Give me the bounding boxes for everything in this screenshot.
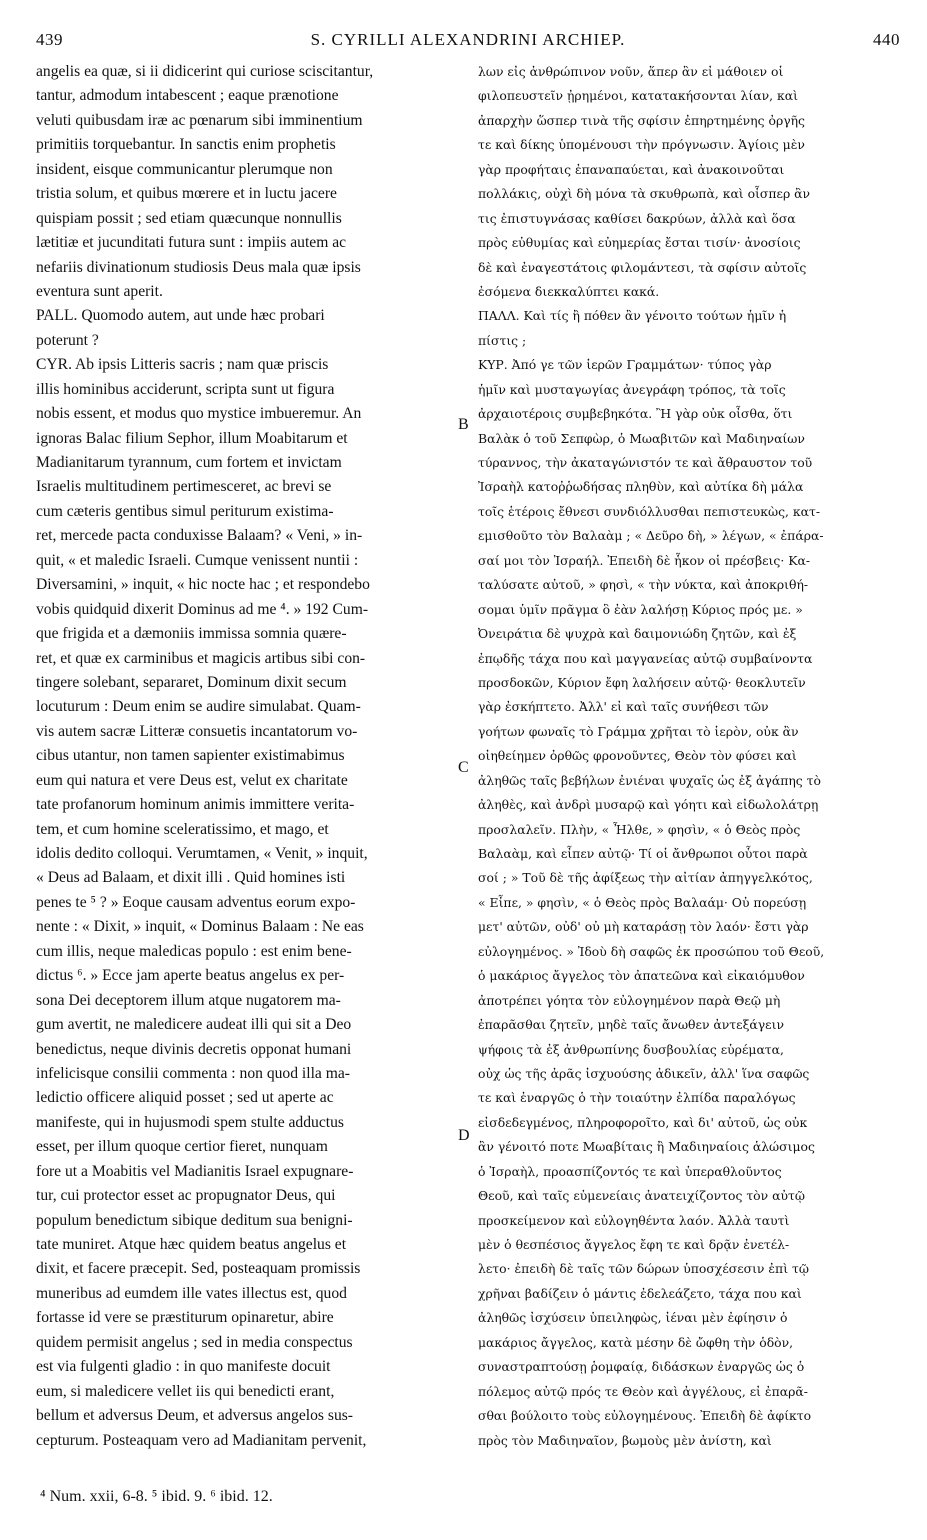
text-line: cepturum. Posteaquam vero ad Madianitam pervenit, [36, 1431, 367, 1449]
text-line: πίστις ; [478, 332, 527, 348]
text-line: « Deus ad Balaam, et dixit illi . Quid homines isti [36, 869, 346, 887]
text-line: penes te ⁵ ? » Eoque causam adventus eorum expo- [36, 893, 356, 911]
text-line: populum benedictum sibique deditum sua benigni- [36, 1211, 353, 1229]
text-line: ἂν γένοιτό ποτε Μωαβίταις ἢ Μαδιηναίοις ἁλώσιμος [478, 1139, 815, 1155]
text-line: Βαλὰκ ὁ τοῦ Σεπφὼρ, ὁ Μωαβιτῶν καὶ Μαδιηναίων [478, 430, 805, 446]
running-title: S. CYRILLI ALEXANDRINI ARCHIEP. [310, 30, 626, 49]
text-line: εἰσδεδεγμένος, πληροφοροῖτο, καὶ δι' αὐτοῦ, ὡς οὐκ [478, 1114, 808, 1130]
text-line: φιλοπευστεῖν ᾐρημένοι, κατατακήσονται λίαν, καὶ [478, 88, 798, 104]
text-line: muneribus ad eumdem ille vates illectus est, quod [36, 1284, 347, 1302]
text-line: nefariis divinationum studiosis Deus mala quæ ipsis [36, 258, 361, 276]
text-line: insident, eisque communicantur plerumque non [36, 160, 333, 178]
text-line: PALL. Quomodo autem, aut unde hæc probari [36, 307, 325, 325]
text-line: dixit, et facere præcepit. Sed, posteaquam promissis [36, 1260, 361, 1278]
text-line: ἀποτρέπει γόητα τὸν εὐλογημένον παρὰ Θεῷ μὴ [478, 992, 781, 1008]
text-line: εμισθοῦτο τὸν Βαλαὰμ ; « Δεῦρο δὴ, » λέγων, « ἐπάρα- [478, 528, 824, 544]
text-line: sona Dei deceptorem illum atque nugatorem ma- [36, 991, 341, 1009]
text-line: ἐπῳδῆς τάχα που καὶ μαγγανείας αὐτῷ συμβαίνοντα [478, 650, 813, 666]
text-line: Ἰσραὴλ κατοῤῥωδήσας πληθὺν, καὶ αὐτίκα δὴ μάλα [478, 479, 804, 495]
page-number-right: 440 [873, 30, 900, 49]
text-line: dictus ⁶. » Ecce jam aperte beatus angelus ex per- [36, 967, 345, 985]
text-line: τε καὶ ἐναργῶς ὁ τὴν τοιαύτην ἐλπίδα παραλόγως [478, 1090, 796, 1106]
text-line: λων εἰς ἀνθρώπινον νοῦν, ἅπερ ἂν εἰ μάθοιεν οἱ [478, 64, 784, 79]
page-header [36, 30, 900, 60]
text-line: nobis essent, et modus quo mystice imbueremur. An [36, 405, 362, 423]
text-line: tristia solum, et quibus mœrere et in luctu jacere [36, 185, 337, 203]
text-line: σομαι ὑμῖν πρᾶγμα ὃ ἐὰν λαλήσῃ Κύριος πρός με. » [478, 601, 803, 617]
text-line: τοῖς ἑτέροις ἔθνεσι συνδιόλλυσθαι πεπιστευκὼς, κατ- [478, 503, 821, 519]
text-line: eventura sunt aperit. [36, 282, 163, 300]
text-line: CYR. Ab ipsis Litteris sacris ; nam quæ priscis [36, 356, 329, 374]
text-line: ἐπαρᾶσθαι ζητεῖν, μηδὲ ταῖς ἄνωθεν ἀντεξάγειν [478, 1017, 784, 1033]
text-line: Madianitarum tyrannum, cum fortem et invictam [36, 454, 342, 471]
text-line: Βαλαὰμ, καὶ εἶπεν αὐτῷ· Τί οἱ ἄνθρωποι οὗτοι παρὰ [478, 846, 808, 861]
text-line: illis hominibus acciderunt, scripta sunt ut figura [36, 380, 335, 398]
text-line: ταλύσατε αὐτοῦ, » φησὶ, « τὴν νύκτα, καὶ ἀποκριθή- [478, 577, 809, 593]
text-line: χρῆναι βαδίζειν ὁ μάντις ἐδελεάζετο, τάχα που καὶ [478, 1285, 802, 1301]
text-line: πόλεμος αὐτῷ πρός τε Θεὸν καὶ ἀγγέλους, εἰ ἐπαρᾶ- [478, 1383, 808, 1399]
text-line: ignoras Balac filium Sephor, illum Moabitarum et [36, 429, 348, 447]
text-line: δὲ καὶ ἐναγεστάτοις φιλομάντεσι, τὰ σφίσιν αὐτοῖς [478, 259, 807, 275]
text-line: tantur, admodum intabescent ; eaque prænotione [36, 87, 339, 105]
text-line: Israelis multitudinem pertimesceret, ac brevi se [36, 478, 332, 496]
text-line: eum qui natura et vere Deus est, velut ex charitate [36, 771, 348, 789]
text-line: προσκείμενον καὶ εὐλογηθέντα λαόν. Ἀλλὰ ταυτὶ [478, 1212, 790, 1228]
text-line: ret, mercede pacta conduxisse Balaam? « Veni, » in- [36, 527, 363, 545]
text-line: τε καὶ δίκης ὑπομένουσι τὴν πρόγνωσιν. Ἁγίοις μὲν [478, 137, 805, 153]
text-line: quispiam possit ; sed etiam quæcunque nonnullis [36, 209, 342, 227]
text-line: angelis ea quæ, si ii didicerint qui curiose sciscitantur, [36, 63, 374, 80]
text-line: tingere solebant, separaret, Dominum dixit secum [36, 673, 347, 691]
text-line: quidem permisit angelus ; sed in media conspectus [36, 1333, 353, 1351]
text-line: nente : « Dixit, » inquit, « Dominus Balaam : Ne eas [36, 918, 364, 936]
text-line: ἀρχαιοτέροις συμβεβηκότα. Ἢ γὰρ οὐκ οἶσθα, ὅτι [478, 406, 793, 422]
text-line: εὐλογημένος. » Ἰδοὺ δὴ σαφῶς ἐκ προσώπου τοῦ Θεοῦ, [478, 943, 825, 959]
text-line: ret, et quæ ex carminibus et magicis artibus sibi con- [36, 649, 366, 667]
text-line: ὁ μακάριος ἄγγελος τὸν ἀπατεῶνα καὶ εἰκαιόμυθον [478, 968, 805, 984]
text-line: προσλαλεῖν. Πλὴν, « Ἦλθε, » φησὶν, « ὁ Θεὸς πρὸς [478, 821, 801, 837]
text-line: ἐσόμενα διεκκαλύπτει κακά. [478, 283, 660, 299]
text-line: πολλάκις, οὐχὶ δὴ μόνα τὰ σκυθρωπὰ, καὶ οἷσπερ ἂν [478, 186, 811, 202]
text-line: πρὸς τὸν Μαδιηναῖον, βωμοὺς μὲν ἀνίστη, καὶ [478, 1432, 772, 1448]
text-line: οὐχ ὡς τῆς ἀρᾶς ἰσχυούσης ἀδικεῖν, ἀλλ' ἵνα σαφῶς [478, 1065, 810, 1081]
text-line: ΚΥΡ. Ἀπό γε τῶν ἱερῶν Γραμμάτων· τύπος γὰρ [478, 357, 772, 373]
text-line: manifeste, qui in hujusmodi spem stulte adductus [36, 1113, 344, 1131]
text-line: lætitiæ et jucunditati futura sunt : impiis autem ac [36, 234, 347, 252]
text-line: vobis quidquid dixerit Dominus ad me ⁴. » 192 Cum- [36, 600, 369, 618]
text-line: gum avertit, ne maledicere audeat illi qui sit a Deo [36, 1016, 352, 1034]
text-line: tem, et cum homine sceleratissimo, et mago, et [36, 820, 329, 838]
text-line: οἰηθείημεν ὀρθῶς φρονοῦντες, Θεὸν τὸν φύσει καὶ [478, 748, 797, 764]
text-line: locuturum : Deum enim se audire simulabat. Quam- [36, 698, 361, 716]
footnotes: ⁴ Num. xxii, 6-8. ⁵ ibid. 9. ⁶ ibid. 12. [40, 1488, 273, 1505]
margin-letter-c: C [458, 759, 469, 776]
text-line: ἀληθῶς ἰσχύσειν ὑπειληφὼς, ἰέναι μὲν ἐφίησιν ὁ [478, 1310, 788, 1326]
text-line: que frigida et a dæmoniis immissa somnia quære- [36, 625, 347, 643]
text-line: ἡμῖν καὶ μυσταγωγίας ἀνεγράφη τρόπος, τὰ τοῖς [478, 381, 786, 397]
text-line: tate profanorum hominum animis immittere verita- [36, 796, 355, 814]
text-line: Θεοῦ, καὶ ταῖς εὐμενείαις ἀνατειχίζοντος τὸν αὐτῷ [478, 1188, 805, 1204]
text-line: Ὀνειράτια δὲ ψυχρὰ καὶ δαιμονιώδη ζητῶν, καὶ ἐξ [478, 626, 797, 642]
text-line: benedictus, neque divinis decretis opponat humani [36, 1040, 352, 1058]
latin-column [36, 60, 454, 1460]
text-line: ΠΑΛΛ. Καὶ τίς ἢ πόθεν ἂν γένοιτο τούτων ἡμῖν ἡ [478, 308, 787, 324]
text-line: « Εἶπε, » φησὶν, « ὁ Θεὸς πρὸς Βαλαάμ· Οὐ πορεύσῃ [478, 894, 807, 910]
text-line: cum illis, neque maledicas populo : est enim bene- [36, 942, 352, 960]
text-line: eum, si maledicere vellet iis qui benedicti erant, [36, 1382, 335, 1400]
text-line: fortasse id vere se præstiturum opinaretur, abire [36, 1309, 334, 1327]
margin-letter-b: B [458, 416, 469, 433]
greek-column [478, 60, 894, 1460]
text-line: τύραννος, τὴν ἀκαταγώνιστόν τε καὶ ἄθραυστον τοῦ [478, 455, 813, 470]
text-line: tate muniret. Atque hæc quidem beatus angelus et [36, 1236, 347, 1253]
text-line: ἀληθὲς, καὶ ἀνδρὶ μυσαρῷ καὶ γόητι καὶ εἰδωλολάτρῃ [478, 797, 819, 813]
text-line: ὁ Ἰσραὴλ, προασπίζοντός τε καὶ ὑπεραθλοῦντος [478, 1163, 782, 1179]
text-line: ἀπαρχὴν ὥσπερ τινὰ τῆς σφίσιν ἐπηρτημένης ὀργῆς [478, 112, 805, 128]
text-line: tur, cui protector esset ac propugnator Deus, qui [36, 1187, 336, 1205]
text-line: Diversamini, » inquit, « hic nocte hac ; et respondebo [36, 576, 370, 594]
text-line: cum cæteris gentibus simul periturum existima- [36, 502, 334, 520]
text-line: primitiis torquebantur. In sanctis enim prophetis [36, 136, 336, 154]
text-line: μετ' αὐτῶν, οὐδ' οὐ μὴ καταράσῃ τὸν λαόν· ἔστι γὰρ [478, 919, 809, 935]
text-line: veluti quibusdam iræ ac pœnarum sibi imminentium [36, 111, 363, 129]
text-line: γὰρ ἐσκήπτετο. Ἀλλ' εἰ καὶ ταῖς συνήθεσι τῶν [478, 699, 769, 715]
text-line: μακάριος ἄγγελος, κατὰ μέσην δὲ ὤφθη τὴν ὁδὸν, [478, 1334, 794, 1350]
text-line: poterunt ? [36, 331, 99, 349]
page-number-left: 439 [36, 30, 63, 49]
text-line: bellum et adversus Deum, et adversus angelos sus- [36, 1407, 353, 1425]
text-line: fore ut a Moabitis vel Madianitis Israel expugnare- [36, 1162, 354, 1180]
text-line: σθαι βούλοιτο τοὺς εὐλογημένους. Ἐπειδὴ δὲ ἀφίκτο [478, 1408, 812, 1424]
text-line: cibus utantur, non tamen sapienter existimabimus [36, 747, 345, 765]
text-line: ledictio officere aliquid posset ; sed ut aperte ac [36, 1089, 334, 1107]
text-line: πρὸς εὐθυμίας καὶ εὐημερίας ἔσται τισίν· ἀνοσίοις [478, 235, 801, 251]
text-line: esset, per illum quoque certior fieret, nunquam [36, 1138, 328, 1156]
text-line: ἀληθῶς ταῖς βεβήλων ἐνιέναι ψυχαῖς ὡς ἐξ ἀγάπης τὸ [478, 772, 821, 788]
text-line: μὲν ὁ θεσπέσιος ἄγγελος ἔφη τε καὶ δρᾷν ἐνετέλ- [478, 1237, 790, 1252]
text-line: σαί μοι τὸν Ἰσραήλ. Ἐπειδὴ δὲ ἧκον οἱ πρέσβεις· Κα- [478, 552, 811, 568]
text-line: γὰρ προφήταις ἐπαναπαύεται, καὶ ἀνακοινοῦται [478, 161, 785, 177]
margin-letter-d: D [458, 1127, 470, 1144]
text-line: idolis dedito colloqui. Verumtamen, « Venit, » inquit, [36, 845, 368, 862]
text-line: ψήφοις τὰ ἐξ ἀνθρωπίνης δυσβουλίας εὑρέματα, [478, 1041, 784, 1057]
text-line: προσδοκῶν, Κύριον ἔφη λαλήσειν αὐτῷ· θεοκλυτεῖν [478, 674, 806, 690]
text-line: infelicisque consilii commenta : non quod illa ma- [36, 1064, 350, 1082]
text-line: est via fulgenti gladio : in quo manifeste docuit [36, 1358, 331, 1376]
text-line: συναστραπτούσῃ ῥομφαίᾳ, διδάσκων ἐναργῶς ὡς ὁ [478, 1359, 805, 1375]
text-line: quit, « et maledic Israeli. Cumque venissent nuntii : [36, 551, 359, 569]
text-line: vis autem sacræ Litteræ consuetis incantatorum vo- [36, 722, 358, 740]
text-line: λετο· ἐπειδὴ δὲ ταῖς τῶν δώρων ὑποσχέσεσιν ἐπὶ τῷ [478, 1261, 809, 1277]
text-line: σοί ; » Τοῦ δὲ τῆς ἀφίξεως τὴν αἰτίαν ἀπηγγελκότος, [478, 870, 813, 886]
text-line: τις ἐπιστυγνάσας καθίσει δακρύων, ἀλλὰ καὶ ὅσα [478, 210, 796, 226]
text-line: γοήτων φωναῖς τὸ Γράμμα χρῆται τὸ ἱερὸν, οὐκ ἂν [478, 723, 799, 739]
